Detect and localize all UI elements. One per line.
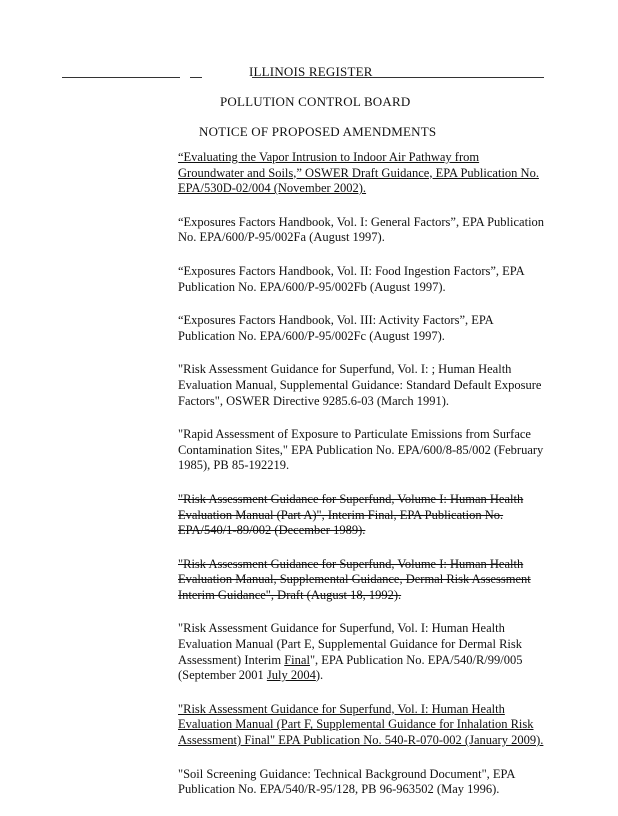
deleted-text: "Risk Assessment Guidance for Superfund, Volume I: Human Health Evaluation Manual (Part A)", Interim Final, EPA Publication No. EPA/540/1-89/002 (December 1989). [178,491,524,538]
reference-entry [178,427,546,474]
entry-text: "Rapid Assessment of Exposure to Particulate Emissions from Surface Contamination Sites," EPA Publication No. EPA/600/8-85/002 (February 1985), PB 85-192219. [178,427,544,473]
reference-entry [178,557,546,604]
entry-text: ). [315,668,324,683]
entry-text: “Exposures Factors Handbook, Vol. III: Activity Factors”, EPA Publication No. EPA/600/P-95/002Fc (August 1997). [178,313,494,343]
deleted-text: "Risk Assessment Guidance for Superfund, Volume I: Human Health Evaluation Manual, Supplemental Guidance, Dermal Risk Assessment Interim Guidance", Draft (August 18, 1992). [178,556,531,602]
reference-entry [178,362,546,409]
inserted-text: "Risk Assessment Guidance for Superfund, Vol. I: Human Health Evaluation Manual (Part F, Supplemental Guidance for Inhalation Risk Assessment) Final" EPA Publication No. 540-R-070-002 (January 2009). [178,701,544,748]
header-rule-left [62,77,180,78]
entry-text: "Risk Assessment Guidance for Superfund, Vol. I: Human Health Evaluation Manual (Part E, Supplemental Guidance for Dermal Risk Assessment) Interim [178,621,523,667]
reference-entry [178,492,546,539]
inserted-text: July 2004 [266,668,316,683]
entry-text: “Exposures Factors Handbook, Vol. I: General Factors”, EPA Publication No. EPA/600/P-95/002Fa (August 1997). [178,214,545,245]
register-title: ILLINOIS REGISTER [249,64,373,79]
reference-entry [178,215,546,246]
reference-entry [178,264,546,295]
reference-entry [178,313,546,344]
reference-entry [178,150,546,197]
reference-entry [178,702,546,749]
header-rule-mid [190,77,202,78]
entry-text: ", EPA Publication No. EPA/540/R/99/005 (September 2001 [178,652,523,683]
reference-list [178,150,546,816]
inserted-text: Final [284,652,310,667]
board-name: POLLUTION CONTROL BOARD [220,94,411,109]
reference-entry [178,621,546,683]
entry-text: "Risk Assessment Guidance for Superfund, Vol. I: ; Human Health Evaluation Manual, Supplemental Guidance: Standard Default Exposure Factors", OSWER Directive 9285.6-03 (March 1991). [178,362,542,408]
entry-text: “Exposures Factors Handbook, Vol. II: Food Ingestion Factors”, EPA Publication No. EPA/600/P-95/002Fb (August 1997). [178,263,524,294]
reference-entry [178,767,546,798]
inserted-text: “Evaluating the Vapor Intrusion to Indoor Air Pathway from Groundwater and Soils,” OSWER Draft Guidance, EPA Publication No. EPA/530D-02/004 (November 2002). [178,150,539,196]
entry-text: "Soil Screening Guidance: Technical Background Document", EPA Publication No. EPA/540/R-95/128, PB 96-963502 (May 1996). [178,766,515,797]
notice-title: NOTICE OF PROPOSED AMENDMENTS [199,124,437,139]
